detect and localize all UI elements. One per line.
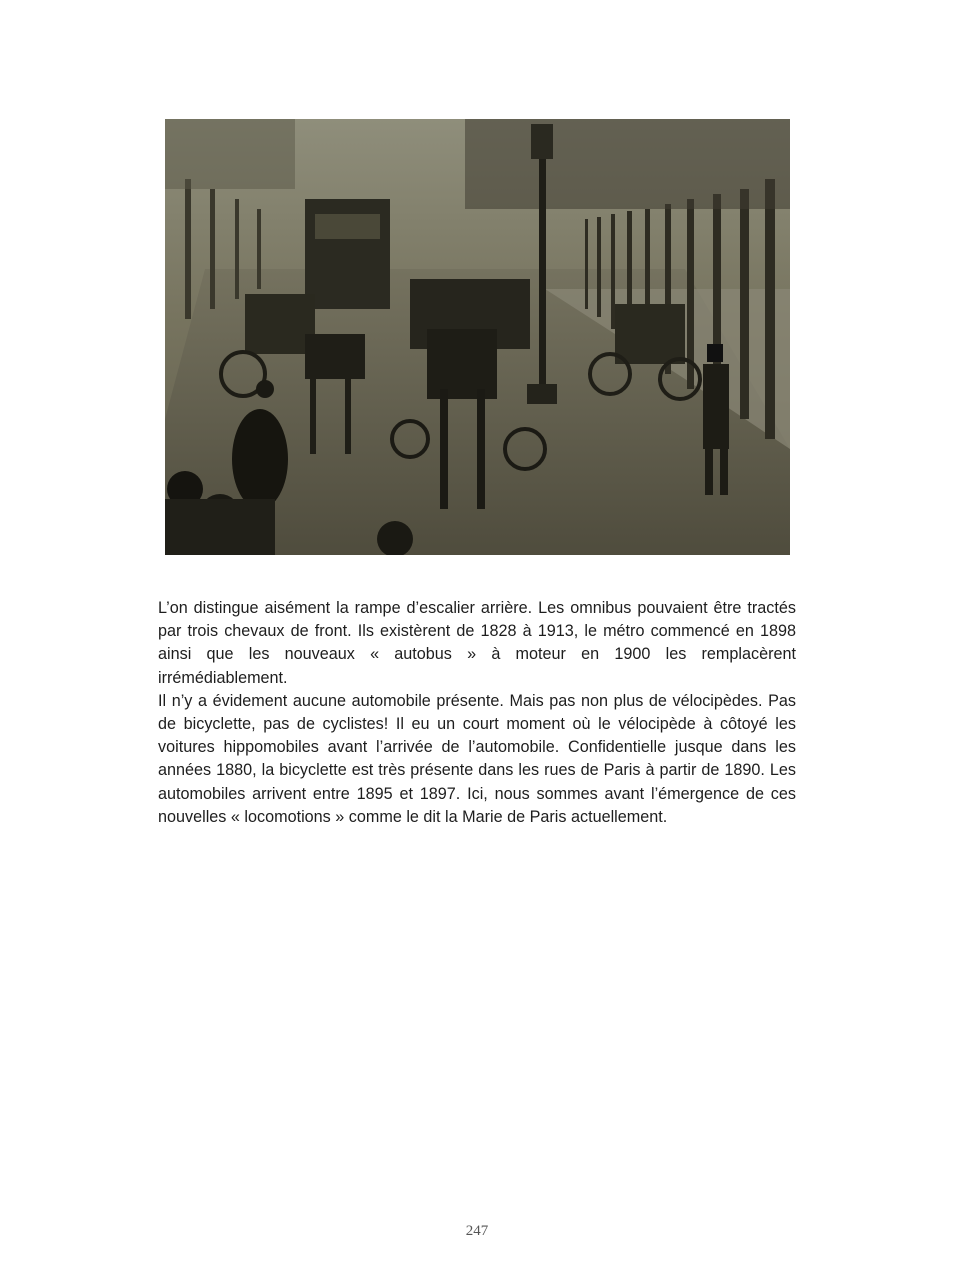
body-text (158, 597, 796, 829)
street-scene-illustration (165, 119, 790, 555)
page-number: 247 (465, 1223, 489, 1239)
street-photograph (165, 119, 790, 555)
paragraph: Il n’y a évidement aucune automobile présente. Mais pas non plus de vélocipèdes. Pas de bicyclette, pas de cyclistes! Il eu un court moment où le vélocipède à côtoyé les voitures hippomobiles avant l’arrivée de l’automobile. Confidentielle jusque dans les années 1880, la bicyclette est très présente dans les rues de Paris à partir de 1890. Les automobiles arrivent entre 1895 et 1897. Ici, nous sommes avant l’émergence de ces nouvelles « locomotions » comme le dit la Marie de Paris actuellement. (158, 691, 796, 826)
paragraph: L’on distingue aisément la rampe d’escalier arrière. Les omnibus pouvaient être tractés par trois chevaux de front. Ils existèrent de 1828 à 1913, le métro commencé en 1898 ainsi que les nouveaux « autobus » à moteur en 1900 les remplacèrent irrémédiablement. (158, 599, 796, 687)
